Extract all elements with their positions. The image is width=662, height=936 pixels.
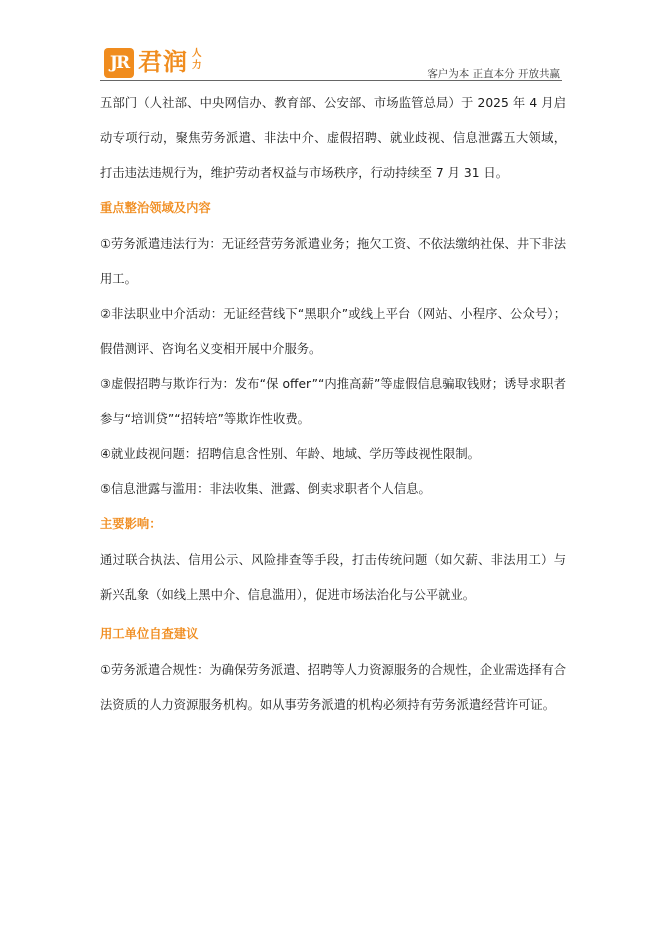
header-divider [100, 80, 562, 81]
company-name: 君润 [138, 48, 188, 76]
section-heading-impact: 主要影响： [100, 517, 162, 531]
list-item: ⑤信息泄露与滥用：非法收集、泄露、倒卖求职者个人信息。 [100, 482, 431, 496]
list-item: ④就业歧视问题：招聘信息含性别、年龄、地域、学历等歧视性限制。 [100, 447, 480, 461]
company-tagline: 客户为本 正直本分 开放共赢 [427, 68, 560, 80]
company-name-sub: 人力 [192, 48, 202, 71]
company-logo-icon: JR [104, 48, 134, 78]
list-item: ③虚假招聘与欺诈行为：发布“保 offer”“内推高薪”等虚假信息骗取钱财；诱导求职者参与“培训贷”“招转培”等欺诈性收费。 [100, 377, 566, 426]
section-heading-key-areas: 重点整治领域及内容 [100, 201, 211, 215]
intro-paragraph: 五部门（人社部、中央网信办、教育部、公安部、市场监管总局）于 2025 年 4 月启动专项行动，聚焦劳务派遣、非法中介、虚假招聘、就业歧视、信息泄露五大领域，打击违法违规行为，维护劳动者权益与市场秩序，行动持续至 7 月 31 日。 [100, 96, 566, 180]
self-check-paragraph: ①劳务派遣合规性：为确保劳务派遣、招聘等人力资源服务的合规性，企业需选择有合法资质的人力资源服务机构。如从事劳务派遣的机构必须持有劳务派遣经营许可证。 [100, 663, 567, 712]
impact-paragraph: 通过联合执法、信用公示、风险排查等手段，打击传统问题（如欠薪、非法用工）与新兴乱象（如线上黑中介、信息滥用），促进市场法治化与公平就业。 [100, 553, 566, 602]
page-header [100, 44, 562, 80]
list-item: ②非法职业中介活动：无证经营线下“黑职介”或线上平台（网站、小程序、公众号）；假借测评、咨询名义变相开展中介服务。 [100, 307, 566, 356]
document-body [100, 86, 566, 723]
section-heading-self-check: 用工单位自查建议 [100, 627, 199, 641]
list-item: ①劳务派遣违法行为：无证经营劳务派遣业务；拖欠工资、不依法缴纳社保、井下非法用工。 [100, 237, 567, 286]
